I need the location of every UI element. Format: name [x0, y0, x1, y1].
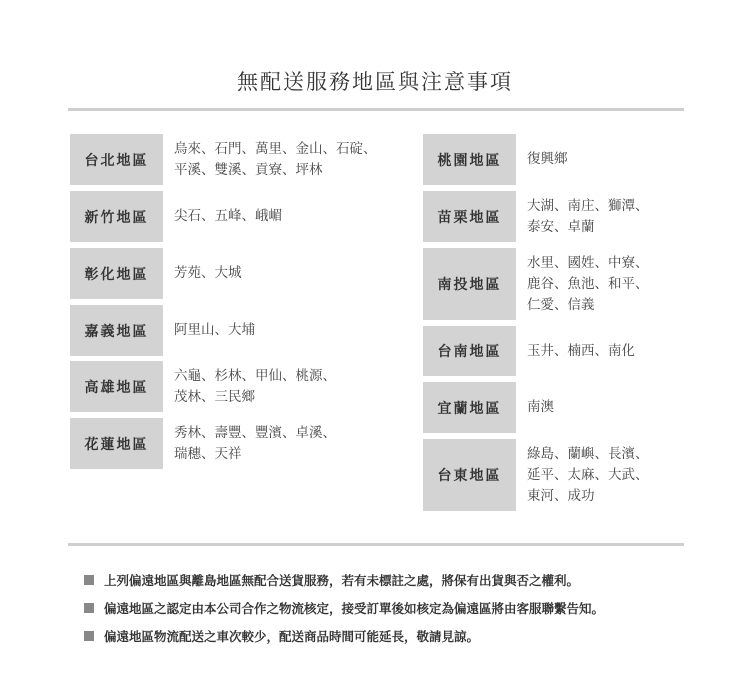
region-row — [423, 248, 750, 320]
areas-text: 綠島、蘭嶼、長濱、 延平、太麻、大武、 東河、成功 — [527, 445, 649, 504]
region-row — [423, 134, 750, 185]
areas-text: 烏來、石門、萬里、金山、石碇、 平溪、雙溪、貢寮、坪林 — [174, 140, 377, 178]
region-label: 嘉義地區 — [70, 305, 163, 356]
areas-text: 復興鄉 — [527, 151, 568, 167]
areas-text: 六龜、杉林、甲仙、桃源、 茂林、三民鄉 — [174, 367, 336, 405]
region-label: 彰化地區 — [70, 248, 163, 299]
bullet-square-icon — [84, 603, 94, 613]
region-label: 花蓮地區 — [70, 418, 163, 469]
region-row — [70, 305, 414, 356]
areas-text: 南澳 — [527, 399, 554, 415]
top-divider — [68, 108, 684, 111]
note-item — [84, 622, 604, 650]
region-label: 苗栗地區 — [423, 191, 516, 242]
note-item — [84, 566, 604, 594]
region-row — [423, 191, 750, 242]
region-areas — [163, 418, 414, 469]
note-text: 偏遠地區之認定由本公司合作之物流核定，接受訂單後如核定為偏遠區將由客服聯繫告知。 — [104, 601, 605, 616]
region-areas — [163, 305, 414, 356]
region-areas — [516, 191, 750, 242]
region-areas — [163, 134, 414, 185]
region-areas — [163, 361, 414, 412]
region-row — [423, 382, 750, 433]
region-row — [70, 361, 414, 412]
region-areas — [163, 248, 414, 299]
region-label: 台南地區 — [423, 326, 516, 376]
areas-text: 芳苑、大城 — [174, 265, 242, 281]
region-label: 宜蘭地區 — [423, 382, 516, 433]
areas-text: 水里、國姓、中寮、 鹿谷、魚池、和平、 仁愛、信義 — [527, 254, 649, 313]
region-row — [70, 248, 414, 299]
bullet-square-icon — [84, 631, 94, 641]
region-areas — [516, 134, 750, 185]
areas-text: 秀林、壽豐、豐濱、卓溪、 瑞穗、天祥 — [174, 424, 336, 462]
region-label: 高雄地區 — [70, 361, 163, 412]
region-label: 台北地區 — [70, 134, 163, 185]
areas-text: 尖石、五峰、峨嵋 — [174, 208, 282, 224]
region-areas — [516, 439, 750, 511]
region-row — [423, 326, 750, 376]
region-areas — [516, 326, 750, 376]
region-label: 新竹地區 — [70, 191, 163, 242]
region-row — [423, 439, 750, 511]
region-label: 台東地區 — [423, 439, 516, 511]
areas-text: 阿里山、大埔 — [174, 322, 255, 338]
region-row — [70, 418, 414, 469]
note-text: 偏遠地區物流配送之車次較少，配送商品時間可能延長，敬請見諒。 — [104, 629, 480, 644]
region-areas — [516, 382, 750, 433]
notes-list — [84, 566, 604, 650]
region-areas — [516, 248, 750, 320]
page-title: 無配送服務地區與注意事項 — [237, 70, 513, 94]
bullet-square-icon — [84, 575, 94, 585]
region-label: 桃園地區 — [423, 134, 516, 185]
region-row — [70, 191, 414, 242]
region-row — [70, 134, 414, 185]
note-text: 上列偏遠地區與離島地區無配合送貨服務，若有未標註之處，將保有出貨與否之權利。 — [104, 573, 580, 588]
areas-text: 大湖、南庄、獅潭、 泰安、卓蘭 — [527, 197, 649, 235]
region-label: 南投地區 — [423, 248, 516, 320]
note-item — [84, 594, 604, 622]
bottom-divider — [68, 543, 684, 546]
areas-text: 玉井、楠西、南化 — [527, 342, 635, 359]
region-areas — [163, 191, 414, 242]
